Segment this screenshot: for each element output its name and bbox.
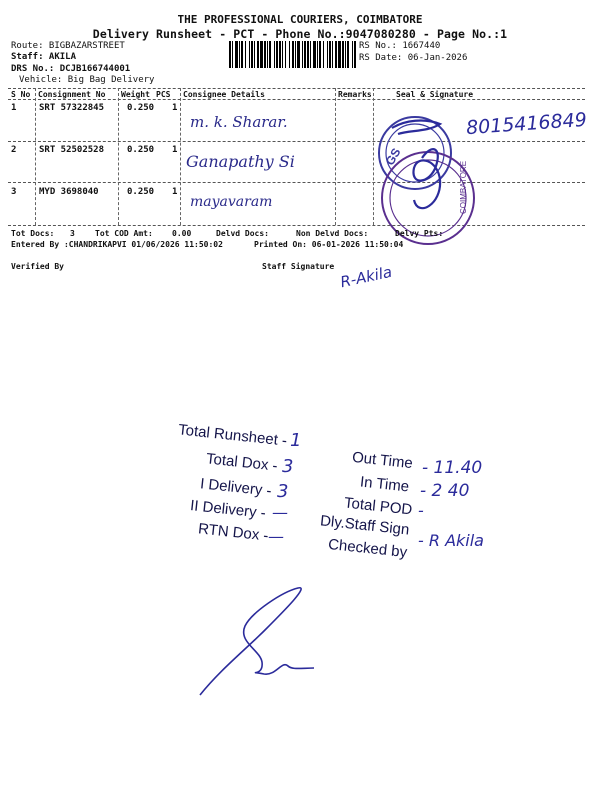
checked-by-label: Checked by	[327, 535, 408, 562]
checked-by-value: - R Akila	[418, 531, 484, 550]
dly-staff-sign-label: Dly.Staff Sign	[319, 512, 411, 539]
staff-signature-handwritten: R-Akila	[338, 262, 394, 292]
total-dox-label: Total Dox -	[205, 450, 279, 475]
i-delivery-label: I Delivery -	[199, 475, 273, 500]
vehicle-text: Vehicle: Big Bag Delivery	[19, 75, 155, 85]
col-header-consignee: Consignee Details	[183, 90, 265, 99]
out-time-value: - 11.40	[422, 458, 483, 478]
route-text: Route: BIGBAZARSTREET	[11, 41, 125, 51]
out-time-label: Out Time	[351, 448, 414, 473]
row-pcs: 1	[172, 145, 178, 155]
total-runsheet-value: 1	[290, 430, 302, 451]
delvy-pts-label: Delvy Pts:	[395, 229, 444, 238]
row-sno: 1	[11, 103, 17, 113]
rtn-dox-label: RTN Dox -	[197, 520, 270, 545]
table-header-rule	[8, 99, 585, 100]
handwritten-signature	[190, 580, 340, 700]
col-header-sno: S No	[11, 90, 31, 99]
total-runsheet-label: Total Runsheet -	[177, 421, 288, 450]
seal-stamp-text: COIMBATORE	[459, 160, 468, 214]
col-header-remarks: Remarks	[338, 90, 372, 99]
drs-number: DRS No.: DCJB166744001	[11, 64, 131, 74]
svg-text:GS: GS	[382, 145, 404, 168]
col-header-weight: Weight	[121, 90, 150, 99]
row-sno: 3	[11, 187, 17, 197]
entered-by: Entered By :CHANDRIKAPVI 01/06/2026 11:50:02	[11, 240, 223, 249]
barcode	[229, 41, 357, 68]
row-consignment-no: SRT 57322845	[39, 103, 105, 113]
row-consignment-no: SRT 52502528	[39, 145, 105, 155]
table-top-rule	[8, 88, 585, 89]
row-pcs: 1	[172, 103, 178, 113]
column-divider	[335, 88, 336, 225]
row-weight: 0.250	[127, 187, 155, 197]
col-header-pcs: PCS	[156, 90, 171, 99]
non-delvd-docs-label: Non Delvd Docs:	[296, 229, 369, 238]
report-subtitle: Delivery Runsheet - PCT - Phone No.:9047080280 - Page No.:1	[92, 27, 508, 41]
rtn-dox-value: —	[268, 527, 284, 546]
ii-delivery-value: —	[272, 503, 288, 522]
row-weight: 0.250	[127, 103, 155, 113]
col-header-seal: Seal & Signature	[396, 90, 474, 99]
tot-cod-value: 0.00	[172, 229, 192, 238]
total-pod-value: -	[418, 501, 424, 520]
tot-docs-label: Tot Docs:	[11, 229, 55, 238]
rs-number: RS No.: 1667440	[359, 41, 441, 51]
row-consignee-handwritten: Ganapathy Si	[186, 152, 295, 171]
staff-text: Staff: AKILA	[11, 52, 77, 62]
i-delivery-value: 3	[277, 481, 289, 502]
in-time-value: - 2 40	[420, 481, 470, 501]
column-divider	[35, 88, 36, 225]
tot-docs-value: 3	[70, 229, 75, 238]
row-pcs: 1	[172, 187, 178, 197]
seal-phone-handwritten: 8015416849	[465, 108, 588, 140]
total-pod-label: Total POD	[343, 494, 414, 519]
row-sno: 2	[11, 145, 17, 155]
tot-cod-label: Tot COD Amt:	[95, 229, 153, 238]
printed-on: Printed On: 06-01-2026 11:50:04	[254, 240, 404, 249]
verified-by-label: Verified By	[11, 262, 64, 271]
column-divider	[118, 88, 119, 225]
report-title: THE PROFESSIONAL COURIERS, COIMBATORE	[177, 13, 423, 26]
rs-date: RS Date: 06-Jan-2026	[359, 53, 468, 63]
total-dox-value: 3	[282, 456, 294, 477]
delvd-docs-label: Delvd Docs:	[216, 229, 269, 238]
row-weight: 0.250	[127, 145, 155, 155]
row-consignment-no: MYD 3698040	[39, 187, 99, 197]
ii-delivery-label: II Delivery -	[189, 497, 267, 522]
row-consignee-handwritten: m. k. Sharar.	[190, 113, 288, 131]
staff-signature-label: Staff Signature	[262, 262, 335, 271]
row-consignee-handwritten: mayavaram	[190, 194, 273, 210]
col-header-consignment: Consignment No	[38, 90, 106, 99]
in-time-label: In Time	[359, 473, 410, 496]
column-divider	[180, 88, 181, 225]
